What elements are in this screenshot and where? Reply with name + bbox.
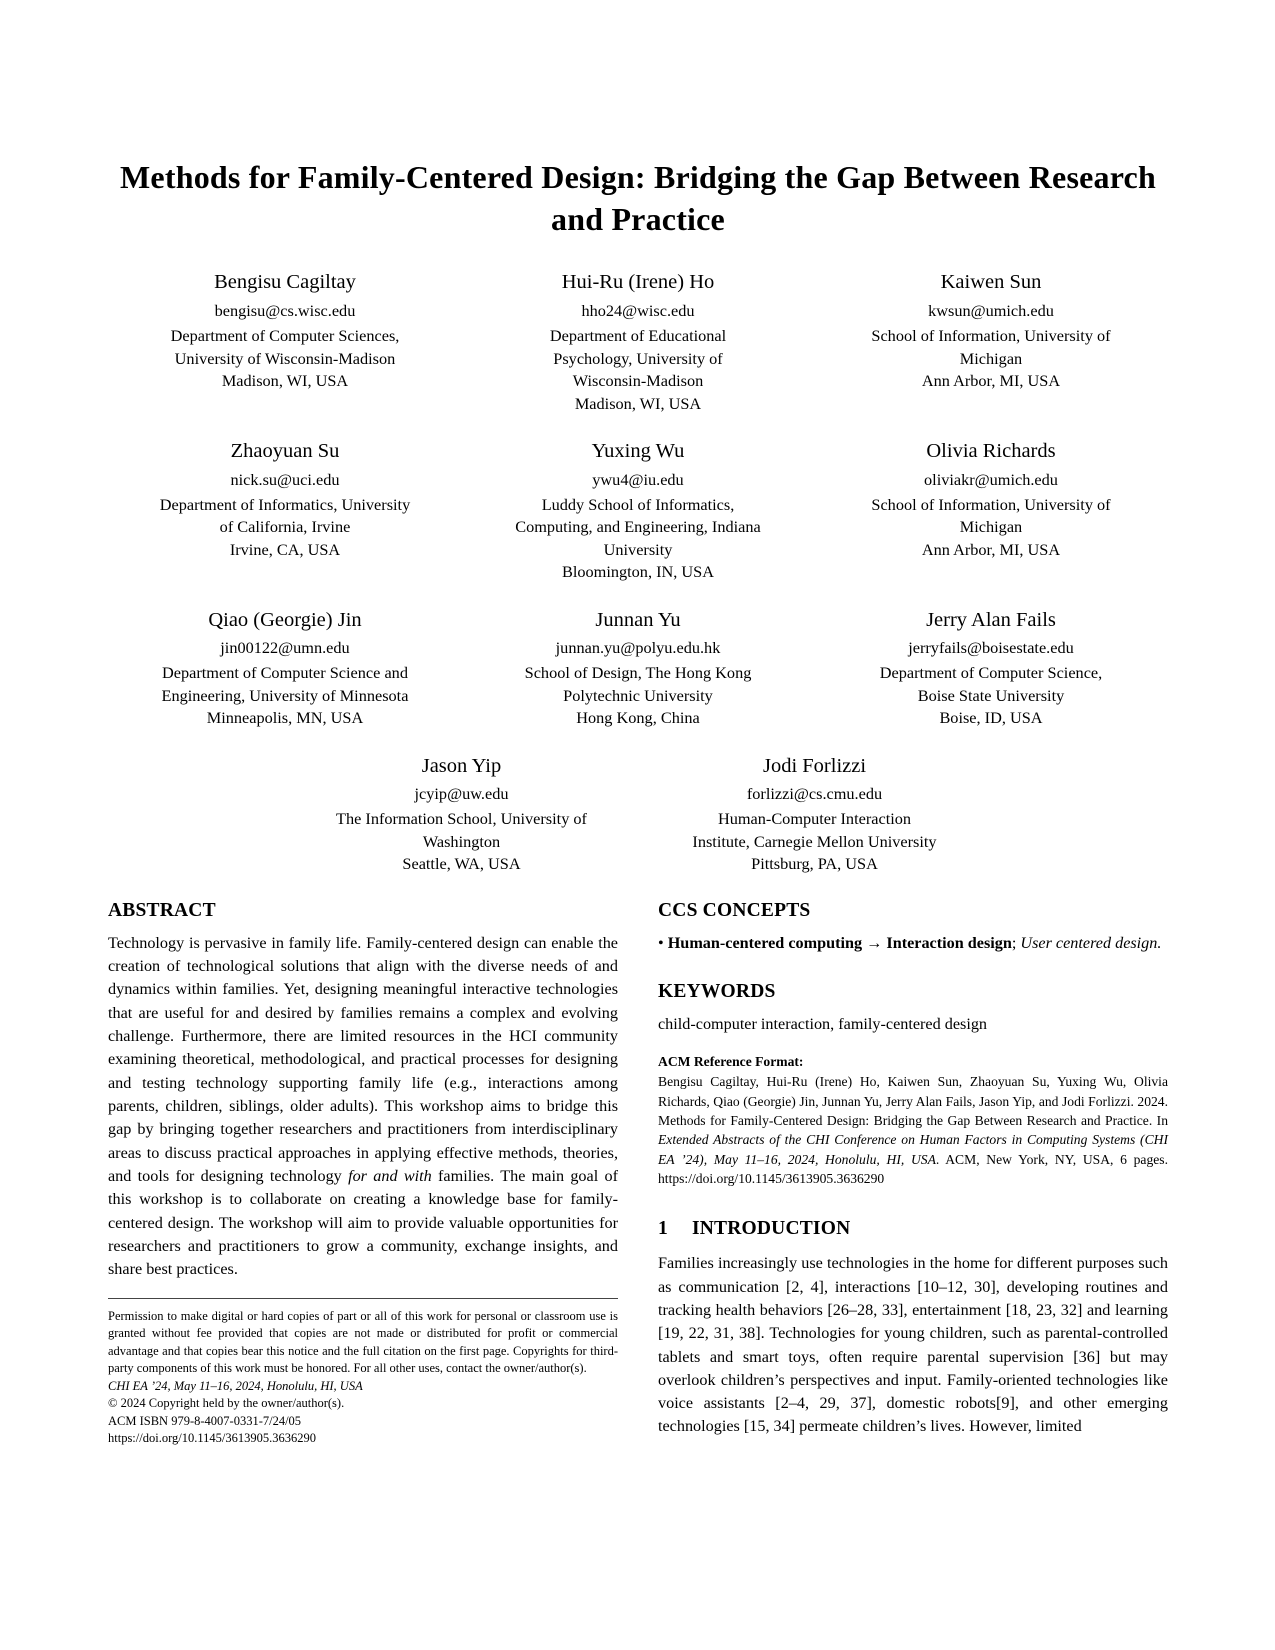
author-affiliation-line: Institute, Carnegie Mellon University <box>692 831 937 851</box>
acm-reference-text <box>658 1072 1168 1188</box>
author-affiliation-line: Boise State University <box>917 685 1065 705</box>
abstract-italic-phrase: for and with <box>348 1167 432 1186</box>
author-affiliation-line: Department of Educational <box>549 326 727 346</box>
ccs-text <box>658 932 1168 955</box>
author-affiliation-line: Irvine, CA, USA <box>229 539 341 559</box>
ccs-separator: ; <box>1011 933 1021 952</box>
conference-line: CHI EA ’24, May 11–16, 2024, Honolulu, HI, USA <box>108 1378 363 1393</box>
author-name: Jason Yip <box>421 754 502 777</box>
isbn-line: ACM ISBN 979-8-4007-0331-7/24/05 <box>108 1413 302 1428</box>
author-affiliation-line: Madison, WI, USA <box>221 371 349 391</box>
author-email: forlizzi@cs.cmu.edu <box>746 784 883 804</box>
copyright-footnote <box>108 1298 618 1448</box>
section-title-text: INTRODUCTION <box>691 1218 851 1240</box>
author-affiliation-line: Department of Informatics, University <box>159 494 411 514</box>
author-block <box>109 608 462 730</box>
author-affiliation-line: University <box>603 539 673 559</box>
permission-text: Permission to make digital or hard copies of part or all of this work for personal or classroom use is granted without fee provided that copies are not made or distributed for profit or commercial advantage and that copies bear this notice and the full citation on the first page. Copyrights for third-party components of this work must be honored. For all other uses, contact the owner/author(s). <box>108 1308 618 1376</box>
paper-title: Methods for Family-Centered Design: Bridging the Gap Between Research and Practice <box>120 159 1156 238</box>
author-affiliation-line: School of Information, University of <box>871 494 1111 514</box>
section-number: 1 <box>658 1218 668 1240</box>
abstract-text-part2: families. The main goal of this workshop is to collaborate on creating a knowledge base for family-centered design. The workshop will aim to provide valuable opportunities for researchers and practitioners to grow a community, exchange insights, and share best practices. <box>108 1167 618 1279</box>
author-affiliation-line: Michigan <box>959 517 1023 537</box>
arrow-glyph: → <box>862 933 887 952</box>
author-block <box>815 270 1168 415</box>
author-block <box>815 439 1168 584</box>
author-email: jin00122@umn.edu <box>220 638 350 658</box>
author-affiliation-line: Polytechnic University <box>563 685 713 705</box>
keywords-heading: KEYWORDS <box>658 981 776 1003</box>
author-block <box>462 439 815 584</box>
left-column <box>108 900 618 1448</box>
author-row <box>108 439 1168 584</box>
author-email: kwsun@umich.edu <box>928 301 1054 321</box>
acm-reference-italic: Extended Abstracts of the CHI Conference on Human Factors in Computing Systems (CHI EA ’24), May 11–16, 2024, Honolulu, HI, USA <box>658 1132 1168 1167</box>
author-affiliation-line: University of Wisconsin-Madison <box>174 348 396 368</box>
author-affiliation-line: Psychology, University of <box>553 348 723 368</box>
author-row <box>108 270 1168 415</box>
author-name: Qiao (Georgie) Jin <box>208 608 362 631</box>
author-affiliation-line: Human-Computer Interaction <box>717 809 912 829</box>
author-affiliation-line: of California, Irvine <box>219 517 351 537</box>
author-name: Kaiwen Sun <box>940 271 1042 294</box>
author-name: Jodi Forlizzi <box>762 754 867 777</box>
author-block <box>109 270 462 415</box>
author-affiliation-line: School of Information, University of <box>871 326 1111 346</box>
author-affiliation-line: Washington <box>422 831 501 851</box>
author-affiliation-line: Ann Arbor, MI, USA <box>921 371 1061 391</box>
author-affiliation-line: Pittsburg, PA, USA <box>751 854 878 874</box>
author-affiliation-line: Computing, and Engineering, Indiana <box>515 517 761 537</box>
author-name: Junnan Yu <box>595 608 681 631</box>
author-affiliation-line: Boise, ID, USA <box>939 708 1043 728</box>
author-email: hho24@wisc.edu <box>581 301 695 321</box>
author-email: jcyip@uw.edu <box>414 784 509 804</box>
author-row <box>108 608 1168 730</box>
author-affiliation-line: Engineering, University of Minnesota <box>161 685 409 705</box>
author-block <box>638 754 991 876</box>
author-email: ywu4@iu.edu <box>592 469 684 489</box>
acm-reference-heading: ACM Reference Format: <box>658 1054 804 1070</box>
ccs-concept-primary: Human-centered computing <box>667 933 863 952</box>
author-affiliation-line: The Information School, University of <box>336 809 587 829</box>
author-name: Yuxing Wu <box>591 440 685 463</box>
ccs-bullet: • <box>658 933 668 952</box>
author-affiliation-line: Wisconsin-Madison <box>572 371 704 391</box>
author-block <box>462 270 815 415</box>
author-block <box>462 608 815 730</box>
ccs-concept-secondary: Interaction design <box>886 933 1012 952</box>
author-affiliation-line: Seattle, WA, USA <box>402 854 521 874</box>
ccs-heading: CCS CONCEPTS <box>658 899 811 921</box>
introduction-heading <box>658 1218 1168 1240</box>
acm-reference-part1: Bengisu Cagiltay, Hui-Ru (Irene) Ho, Kaiwen Sun, Zhaoyuan Su, Yuxing Wu, Olivia Richards, Qiao (Georgie) Jin, Junnan Yu, Jerry Alan Fails, Jason Yip, and Jodi Forlizzi. 2024. Methods for Family-Centered Design: Bridging the Gap Between Research and Practice. In <box>658 1074 1168 1128</box>
author-email: jerryfails@boisestate.edu <box>908 638 1074 658</box>
author-email: junnan.yu@polyu.edu.hk <box>555 638 721 658</box>
author-affiliation-line: Madison, WI, USA <box>574 393 702 413</box>
abstract-heading: ABSTRACT <box>108 899 216 921</box>
author-affiliation-line: School of Design, The Hong Kong <box>524 663 752 683</box>
author-email: bengisu@cs.wisc.edu <box>214 301 356 321</box>
author-affiliation-line: Ann Arbor, MI, USA <box>921 539 1061 559</box>
introduction-text: Families increasingly use technologies in the home for different purposes such as communication [2, 4], interactions [10–12, 30], developing routines and tracking health behaviors [26–28, 33], entertainment [18, 23, 32] and learning [19, 22, 31, 38]. Technologies for young children, such as parental-controlled tablets and smart toys, often require parental supervision [36] but may overlook children’s perspectives and input. Family-oriented technologies like voice assistants [2–4, 29, 37], domestic robots[9], and other emerging technologies [15, 34] permeate children’s lives. However, limited <box>658 1254 1168 1436</box>
two-column-body <box>108 900 1168 1448</box>
right-column <box>658 900 1168 1448</box>
footnote-separator <box>108 1298 618 1299</box>
acm-reference-part2: . ACM, New York, NY, USA, 6 pages. https://doi.org/10.1145/3613905.3636290 <box>658 1151 1168 1186</box>
doi-link[interactable]: https://doi.org/10.1145/3613905.3636290 <box>108 1431 316 1446</box>
author-affiliation-line: Bloomington, IN, USA <box>562 562 714 582</box>
abstract-text-part1: Technology is pervasive in family life. Family-centered design can enable the creation of technological solutions that align with the diverse needs of and dynamics within families. Yet, designing meaningful interactive technologies that are useful for and desired by families remains a complex and evolving challenge. Furthermore, there are limited resources in the HCI community examining theoretical, methodological, and practical processes for designing and testing technology supporting family life (e.g., interactions among parents, children, siblings, older adults). This workshop aims to bridge this gap by bringing together researchers and practitioners from interdisciplinary areas to discuss practical approaches in applying effective methods, theories, and tools for designing technology <box>108 933 618 1186</box>
author-name: Zhaoyuan Su <box>230 440 340 463</box>
author-block <box>109 439 462 584</box>
author-affiliation-line: Department of Computer Sciences, <box>170 326 400 346</box>
author-block <box>285 754 638 876</box>
author-affiliation-line: Hong Kong, China <box>576 708 700 728</box>
author-email: oliviakr@umich.edu <box>924 469 1058 489</box>
author-name: Jerry Alan Fails <box>926 608 1056 631</box>
author-block <box>815 608 1168 730</box>
copyright-line: © 2024 Copyright held by the owner/author(s). <box>108 1396 345 1411</box>
author-affiliation-line: Luddy School of Informatics, <box>541 494 735 514</box>
author-affiliation-line: Department of Computer Science, <box>879 663 1103 683</box>
author-name: Hui-Ru (Irene) Ho <box>561 271 715 294</box>
keywords-text: child-computer interaction, family-centered design <box>658 1015 988 1034</box>
author-name: Olivia Richards <box>926 440 1056 463</box>
author-affiliation-line: Department of Computer Science and <box>162 663 408 683</box>
author-affiliation-line: Minneapolis, MN, USA <box>206 708 364 728</box>
author-name: Bengisu Cagiltay <box>214 271 356 294</box>
author-row <box>108 754 1168 876</box>
ccs-concept-italic: User centered design. <box>1020 933 1162 952</box>
author-affiliation-line: Michigan <box>959 348 1023 368</box>
author-email: nick.su@uci.edu <box>230 469 340 489</box>
authors-section <box>108 270 1168 875</box>
abstract-text <box>108 932 618 1282</box>
